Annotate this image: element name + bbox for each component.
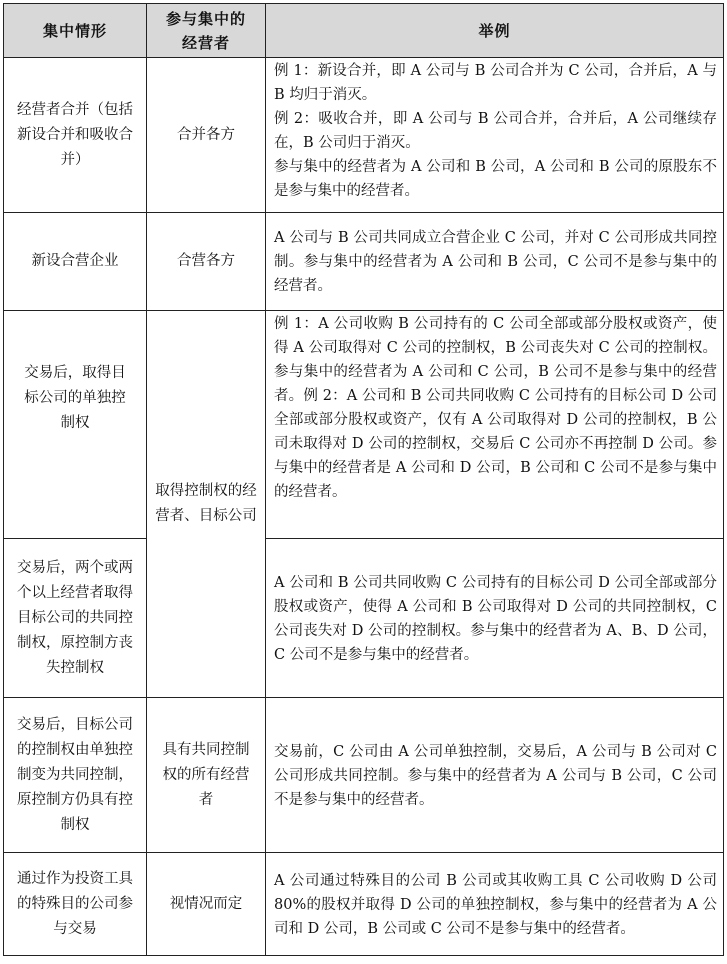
example-cell: 例 1：A 公司收购 B 公司持有的 C 公司全部或部分股权或资产，使得 A 公司取得对 C 公司的控制权，B 公司丧失对 C 公司的控制权。参与集中的经营者为 A 公司和 C 公司，B 公司不是参与集中的经营者。例 2：A 公司和 B 公司共同收购 C 公司持有的目标公司 D 公司全部或部分股权或资产，仅有 A 公司取得对 D 公司的控制权，B 公司未取得对 D 公司的控制权，交易后 C 公司亦不再控制 D 公司。参与集中的经营者是 A 公司和 D 公司，B 公司和 C 公司不是参与集中的经营者。: [266, 311, 724, 539]
header-situation: 集中情形: [4, 4, 147, 58]
example-cell: A 公司和 B 公司共同收购 C 公司持有的目标公司 D 公司全部或部分股权或资产，使得 A 公司和 B 公司取得对 D 公司的共同控制权，C 公司丧失对 D 公司的控制权。参与集中的经营者为 A、B、D 公司，C 公司不是参与集中的经营者。: [266, 539, 724, 698]
situation-cell: 通过作为投资工具的特殊目的公司参与交易: [4, 853, 147, 956]
concentration-table: [3, 3, 724, 956]
example-paragraph: 参与集中的经营者为 A 公司和 B 公司，A 公司和 B 公司的原股东不是参与集中的经营者。: [274, 159, 717, 199]
header-row: [4, 4, 724, 58]
participants-cell: 具有共同控制权的所有经营者: [147, 698, 266, 853]
table-row: [4, 853, 724, 956]
participants-cell: 合并各方: [147, 58, 266, 213]
situation-cell: 新设合营企业: [4, 213, 147, 311]
header-example: 举例: [266, 4, 724, 58]
situation-cell: 经营者合并（包括新设合并和吸收合并）: [4, 58, 147, 213]
example-cell: [266, 58, 724, 213]
situation-cell: 交易后，两个或两个以上经营者取得目标公司的共同控制权，原控制方丧失控制权: [4, 539, 147, 698]
table-row: [4, 58, 724, 213]
example-cell: A 公司通过特殊目的公司 B 公司或其收购工具 C 公司收购 D 公司 80%的股权并取得 D 公司的单独控制权，参与集中的经营者为 A 公司和 D 公司，B 公司或 C 公司不是参与集中的经营者。: [266, 853, 724, 956]
table-row: [4, 698, 724, 853]
participants-cell: 取得控制权的经营者、目标公司: [147, 311, 266, 698]
example-cell: A 公司与 B 公司共同成立合营企业 C 公司，并对 C 公司形成共同控制。参与集中的经营者为 A 公司和 B 公司，C 公司不是参与集中的经营者。: [266, 213, 724, 311]
table-row: [4, 311, 724, 539]
example-paragraph: 例 1：新设合并，即 A 公司与 B 公司合并为 C 公司，合并后，A 与 B 均归于消灭。: [274, 63, 717, 103]
participants-cell: 合营各方: [147, 213, 266, 311]
table-row: [4, 539, 724, 698]
participants-cell: 视情况而定: [147, 853, 266, 956]
situation-cell: 交易后，取得目标公司的单独控制权: [4, 311, 147, 539]
header-participants: 参与集中的经营者: [147, 4, 266, 58]
table-row: [4, 213, 724, 311]
example-paragraph: 例 2：吸收合并，即 A 公司与 B 公司合并，合并后，A 公司继续存在，B 公司归于消灭。: [274, 111, 717, 151]
example-cell: 交易前，C 公司由 A 公司单独控制，交易后，A 公司与 B 公司对 C 公司形成共同控制。参与集中的经营者为 A 公司与 B 公司，C 公司不是参与集中的经营者。: [266, 698, 724, 853]
situation-cell: 交易后，目标公司的控制权由单独控制变为共同控制，原控制方仍具有控制权: [4, 698, 147, 853]
